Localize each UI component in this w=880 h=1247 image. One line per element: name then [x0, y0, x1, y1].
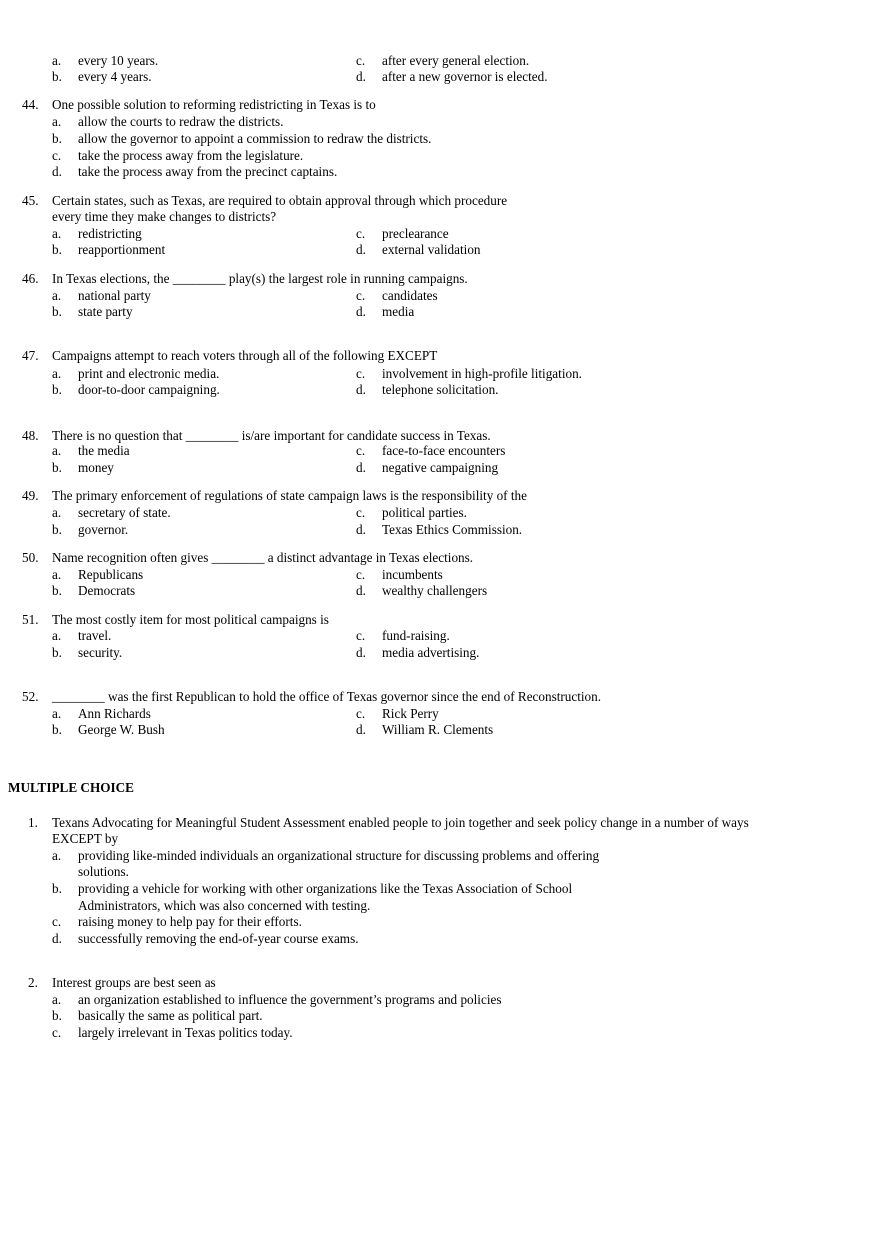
option-label: d. [52, 164, 62, 179]
option-label: c. [52, 914, 62, 929]
option-text: door-to-door campaigning. [78, 382, 220, 397]
option-text: allow the courts to redraw the districts. [78, 114, 284, 129]
option-label: c. [356, 505, 366, 520]
question-text: Certain states, such as Texas, are required to obtain approval through which procedure [52, 193, 508, 208]
option-label: b. [52, 460, 62, 475]
option-text: travel. [78, 628, 112, 643]
option-text: media advertising. [382, 645, 480, 660]
option-text: Republicans [78, 567, 144, 582]
question-number: 48. [22, 428, 39, 443]
option-label: c. [356, 628, 366, 643]
option-text: solutions. [78, 864, 129, 879]
option-label: a. [52, 848, 62, 863]
option-text: redistricting [78, 226, 142, 241]
option-text: incumbents [382, 567, 443, 582]
question-text: EXCEPT by [52, 831, 119, 846]
option-label: c. [52, 1025, 62, 1040]
option-text: raising money to help pay for their efforts. [78, 914, 302, 929]
option-label: a. [52, 226, 62, 241]
option-label: d. [356, 69, 366, 84]
option-text: reapportionment [78, 242, 166, 257]
option-label: d. [356, 583, 366, 598]
question-number: 50. [22, 550, 39, 565]
option-label: a. [52, 567, 62, 582]
option-label: b. [52, 131, 62, 146]
option-label: c. [356, 443, 366, 458]
option-text: Ann Richards [78, 706, 151, 721]
option-label: a. [52, 288, 62, 303]
option-label: d. [356, 645, 366, 660]
option-label: a. [52, 114, 62, 129]
option-text: Administrators, which was also concerned with testing. [78, 898, 371, 913]
option-text: Democrats [78, 583, 136, 598]
question-text: Texans Advocating for Meaningful Student Assessment enabled people to join together and seek policy change in a number of ways [52, 815, 749, 830]
question-text: One possible solution to reforming redistricting in Texas is to [52, 97, 376, 112]
option-label: d. [356, 242, 366, 257]
option-text: after every general election. [382, 53, 530, 68]
option-text: media [382, 304, 415, 319]
section-heading: MULTIPLE CHOICE [8, 780, 134, 795]
option-label: d. [52, 931, 62, 946]
option-label: b. [52, 242, 62, 257]
option-label: b. [52, 69, 62, 84]
option-text: take the process away from the precinct captains. [78, 164, 338, 179]
question-text: Interest groups are best seen as [52, 975, 216, 990]
question-number: 2. [28, 975, 38, 990]
option-label: b. [52, 382, 62, 397]
option-text: national party [78, 288, 151, 303]
option-label: d. [356, 722, 366, 737]
option-text: George W. Bush [78, 722, 165, 737]
option-label: d. [356, 522, 366, 537]
option-label: c. [356, 226, 366, 241]
option-label: c. [356, 567, 366, 582]
question-number: 52. [22, 689, 39, 704]
option-label: c. [52, 148, 62, 163]
option-label: a. [52, 706, 62, 721]
option-text: allow the governor to appoint a commission to redraw the districts. [78, 131, 432, 146]
option-label: b. [52, 722, 62, 737]
option-label: c. [356, 288, 366, 303]
question-text: Name recognition often gives ________ a distinct advantage in Texas elections. [52, 550, 474, 565]
option-label: b. [52, 583, 62, 598]
option-label: a. [52, 505, 62, 520]
option-text: external validation [382, 242, 481, 257]
option-label: b. [52, 304, 62, 319]
option-text: state party [78, 304, 133, 319]
option-text: providing like-minded individuals an organizational structure for discussing problems and offering [78, 848, 600, 863]
option-label: a. [52, 53, 62, 68]
question-text: In Texas elections, the ________ play(s) the largest role in running campaigns. [52, 271, 468, 286]
option-text: telephone solicitation. [382, 382, 499, 397]
question-number: 49. [22, 488, 39, 503]
option-label: d. [356, 304, 366, 319]
question-number: 44. [22, 97, 39, 112]
question-number: 51. [22, 612, 39, 627]
option-text: an organization established to influence the government’s programs and policies [78, 992, 502, 1007]
option-label: d. [356, 382, 366, 397]
option-text: successfully removing the end-of-year course exams. [78, 931, 359, 946]
question-number: 45. [22, 193, 39, 208]
option-text: face-to-face encounters [382, 443, 506, 458]
question-text: There is no question that ________ is/are important for candidate success in Texas. [52, 428, 491, 443]
question-number: 47. [22, 348, 39, 363]
option-label: c. [356, 366, 366, 381]
option-label: a. [52, 628, 62, 643]
option-text: print and electronic media. [78, 366, 220, 381]
option-label: a. [52, 366, 62, 381]
option-text: involvement in high-profile litigation. [382, 366, 582, 381]
option-label: a. [52, 443, 62, 458]
option-text: Texas Ethics Commission. [382, 522, 523, 537]
option-text: take the process away from the legislature. [78, 148, 304, 163]
option-label: c. [356, 706, 366, 721]
option-text: William R. Clements [382, 722, 494, 737]
question-number: 46. [22, 271, 39, 286]
option-label: b. [52, 522, 62, 537]
option-label: b. [52, 881, 62, 896]
option-text: providing a vehicle for working with other organizations like the Texas Association of School [78, 881, 573, 896]
option-label: d. [356, 460, 366, 475]
question-text: The most costly item for most political campaigns is [52, 612, 329, 627]
option-text: candidates [382, 288, 438, 303]
option-text: the media [78, 443, 130, 458]
option-label: b. [52, 645, 62, 660]
option-text: political parties. [382, 505, 467, 520]
option-label: a. [52, 992, 62, 1007]
option-text: governor. [78, 522, 129, 537]
question-text: ________ was the first Republican to hold the office of Texas governor since the end of Reconstruction. [52, 689, 602, 704]
option-label: b. [52, 1008, 62, 1023]
option-text: security. [78, 645, 123, 660]
question-text: The primary enforcement of regulations of state campaign laws is the responsibility of the [52, 488, 527, 503]
option-text: basically the same as political part. [78, 1008, 263, 1023]
option-text: largely irrelevant in Texas politics today. [78, 1025, 293, 1040]
option-text: every 10 years. [78, 53, 159, 68]
question-number: 1. [28, 815, 38, 830]
option-text: secretary of state. [78, 505, 171, 520]
option-text: wealthy challengers [382, 583, 488, 598]
option-text: money [78, 460, 114, 475]
option-text: preclearance [382, 226, 449, 241]
option-text: after a new governor is elected. [382, 69, 548, 84]
option-text: fund-raising. [382, 628, 450, 643]
question-text: every time they make changes to districts? [52, 209, 277, 224]
option-text: every 4 years. [78, 69, 152, 84]
option-label: c. [356, 53, 366, 68]
question-text: Campaigns attempt to reach voters through all of the following EXCEPT [52, 348, 438, 363]
option-text: Rick Perry [382, 706, 439, 721]
option-text: negative campaigning [382, 460, 499, 475]
